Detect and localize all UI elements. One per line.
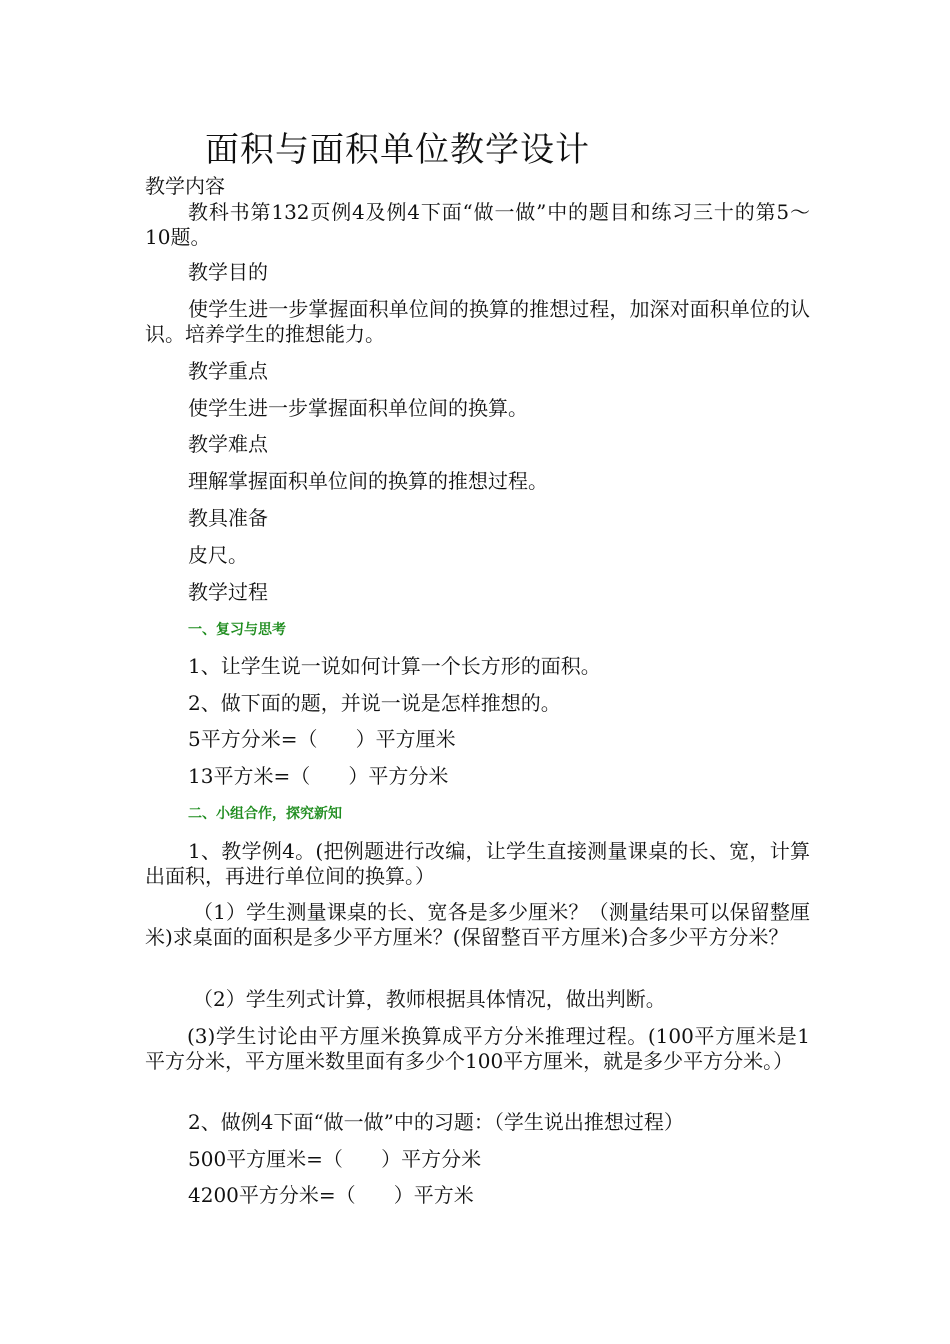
section1-item1: 1、让学生说一说如何计算一个长方形的面积。 <box>188 654 601 678</box>
section2-sub1: （1）学生测量课桌的长、宽各是多少厘米？（测量结果可以保留整厘米)求桌面的面积是多少平方厘米？(保留整百平方厘米)合多少平方分米？ <box>145 900 810 949</box>
section2-question1: 500平方厘米=（ ）平方分米 <box>188 1147 482 1171</box>
section1-item2: 2、做下面的题，并说一说是怎样推想的。 <box>188 691 561 715</box>
key-text: 使学生进一步掌握面积单位间的换算。 <box>188 396 528 420</box>
document-title: 面积与面积单位教学设计 <box>205 130 590 170</box>
section2-item1: 1、教学例4。(把例题进行改编，让学生直接测量课桌的长、宽，计算出面积，再进行单位间的换算。） <box>145 839 810 888</box>
section1-question1: 5平方分米=（ ）平方厘米 <box>188 727 456 751</box>
goal-heading: 教学目的 <box>188 260 268 284</box>
key-heading: 教学重点 <box>188 359 268 383</box>
process-heading: 教学过程 <box>188 580 268 604</box>
tools-heading: 教具准备 <box>188 506 268 530</box>
difficulty-text: 理解掌握面积单位间的换算的推想过程。 <box>188 469 548 493</box>
section2-sub3: (3)学生讨论由平方厘米换算成平方分米推理过程。(100平方厘米是1平方分米，平方厘米数里面有多少个100平方厘米，就是多少平方分米。） <box>145 1024 810 1073</box>
content-heading: 教学内容 <box>145 174 225 198</box>
section2-sub2: （2）学生列式计算，教师根据具体情况，做出判断。 <box>193 987 666 1011</box>
section1-question2: 13平方米=（ ）平方分米 <box>188 764 449 788</box>
section2-heading: 二、小组合作，探究新知 <box>188 806 342 822</box>
section1-heading: 一、复习与思考 <box>188 622 286 638</box>
section2-item2: 2、做例4下面“做一做”中的习题：（学生说出推想过程） <box>188 1110 684 1134</box>
tools-text: 皮尺。 <box>188 543 248 567</box>
difficulty-heading: 教学难点 <box>188 432 268 456</box>
section2-question2: 4200平方分米=（ ）平方米 <box>188 1183 474 1207</box>
content-text: 教科书第132页例4及例4下面“做一做”中的题目和练习三十的第5～10题。 <box>145 200 810 249</box>
goal-text: 使学生进一步掌握面积单位间的换算的推想过程，加深对面积单位的认识。培养学生的推想能力。 <box>145 297 810 346</box>
